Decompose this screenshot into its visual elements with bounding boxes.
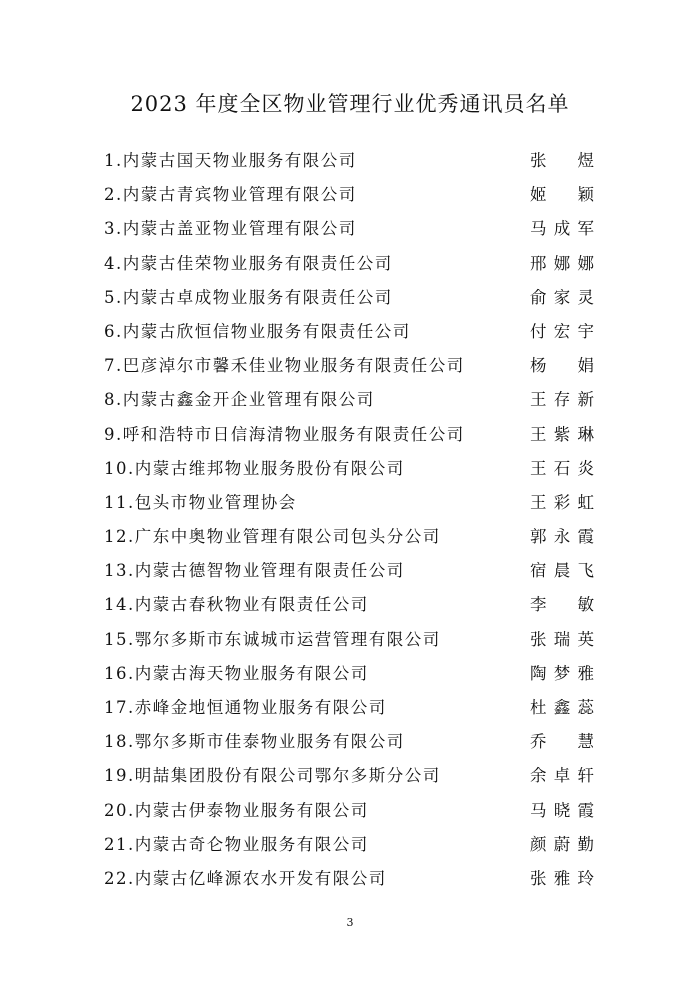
list-item <box>104 761 594 795</box>
person-name: 张瑞英 <box>530 629 594 649</box>
organization-name: 19.明喆集团股份有限公司鄂尔多斯分公司 <box>104 766 441 786</box>
organization-name: 1.内蒙古国天物业服务有限公司 <box>104 151 357 170</box>
organization-name: 13.内蒙古德智物业管理有限责任公司 <box>104 561 405 581</box>
organization-name: 18.鄂尔多斯市佳泰物业服务有限公司 <box>104 732 405 752</box>
list-item <box>104 590 594 624</box>
document-title: 2023 年度全区物业管理行业优秀通讯员名单 <box>130 92 570 116</box>
person-name: 陶梦雅 <box>530 663 594 683</box>
person-name: 宿晨飞 <box>530 561 594 581</box>
list-item <box>104 488 594 522</box>
organization-name: 15.鄂尔多斯市东诚城市运营管理有限公司 <box>104 629 441 649</box>
list-item <box>104 864 594 898</box>
organization-name: 10.内蒙古维邦物业服务股份有限公司 <box>104 458 405 478</box>
list-item <box>104 830 594 864</box>
organization-name: 4.内蒙古佳荣物业服务有限责任公司 <box>104 253 393 273</box>
list-item <box>104 556 594 590</box>
organization-name: 17.赤峰金地恒通物业服务有限公司 <box>104 698 387 717</box>
person-name: 余卓轩 <box>530 766 594 786</box>
list-item <box>104 522 594 556</box>
list-item <box>104 180 594 214</box>
organization-name: 14.内蒙古春秋物业有限责任公司 <box>104 595 369 615</box>
list-item <box>104 249 594 283</box>
person-name: 张 煜 <box>530 151 594 170</box>
list-item <box>104 283 594 317</box>
list-item <box>104 385 594 419</box>
list-item <box>104 317 594 351</box>
list-item <box>104 146 594 180</box>
list-item <box>104 796 594 830</box>
list-item <box>104 214 594 248</box>
organization-name: 16.内蒙古海天物业服务有限公司 <box>104 663 369 683</box>
list-item <box>104 351 594 385</box>
person-name: 杨 娟 <box>530 356 594 376</box>
person-name: 邢娜娜 <box>530 253 594 273</box>
person-name: 王石炎 <box>530 458 594 478</box>
list-item <box>104 454 594 488</box>
organization-name: 21.内蒙古奇仑物业服务有限公司 <box>104 834 369 854</box>
organization-name: 20.内蒙古伊泰物业服务有限公司 <box>104 800 369 820</box>
list-item <box>104 727 594 761</box>
person-name: 王紫琳 <box>530 424 594 444</box>
person-name: 姬 颖 <box>530 185 594 205</box>
organization-name: 9.呼和浩特市日信海清物业服务有限责任公司 <box>104 424 465 444</box>
person-name: 杜鑫蕊 <box>530 698 594 717</box>
person-name: 王彩虹 <box>530 492 594 512</box>
organization-name: 5.内蒙古卓成物业服务有限责任公司 <box>104 287 393 307</box>
organization-name: 22.内蒙古亿峰源农水开发有限公司 <box>104 868 387 888</box>
list-item <box>104 659 594 693</box>
organization-name: 3.内蒙古盖亚物业管理有限公司 <box>104 219 357 239</box>
person-name: 马成军 <box>530 219 594 239</box>
organization-name: 7.巴彦淖尔市馨禾佳业物业服务有限责任公司 <box>104 356 465 376</box>
organization-name: 2.内蒙古青宾物业管理有限公司 <box>104 185 357 205</box>
correspondent-list <box>104 146 594 898</box>
person-name: 李 敏 <box>530 595 594 615</box>
person-name: 乔 慧 <box>530 732 594 752</box>
list-item <box>104 420 594 454</box>
list-item <box>104 693 594 727</box>
person-name: 郭永霞 <box>530 527 594 547</box>
person-name: 付宏宇 <box>530 321 594 341</box>
list-item <box>104 625 594 659</box>
organization-name: 11.包头市物业管理协会 <box>104 492 297 512</box>
organization-name: 12.广东中奥物业管理有限公司包头分公司 <box>104 527 441 547</box>
person-name: 张雅玲 <box>530 868 594 888</box>
person-name: 马晓霞 <box>530 800 594 820</box>
organization-name: 6.内蒙古欣恒信物业服务有限责任公司 <box>104 321 411 341</box>
organization-name: 8.内蒙古鑫金开企业管理有限公司 <box>104 390 375 410</box>
person-name: 俞家灵 <box>530 287 594 307</box>
page-number: 3 <box>346 916 354 929</box>
person-name: 颜蔚勤 <box>530 834 594 854</box>
person-name: 王存新 <box>530 390 594 410</box>
